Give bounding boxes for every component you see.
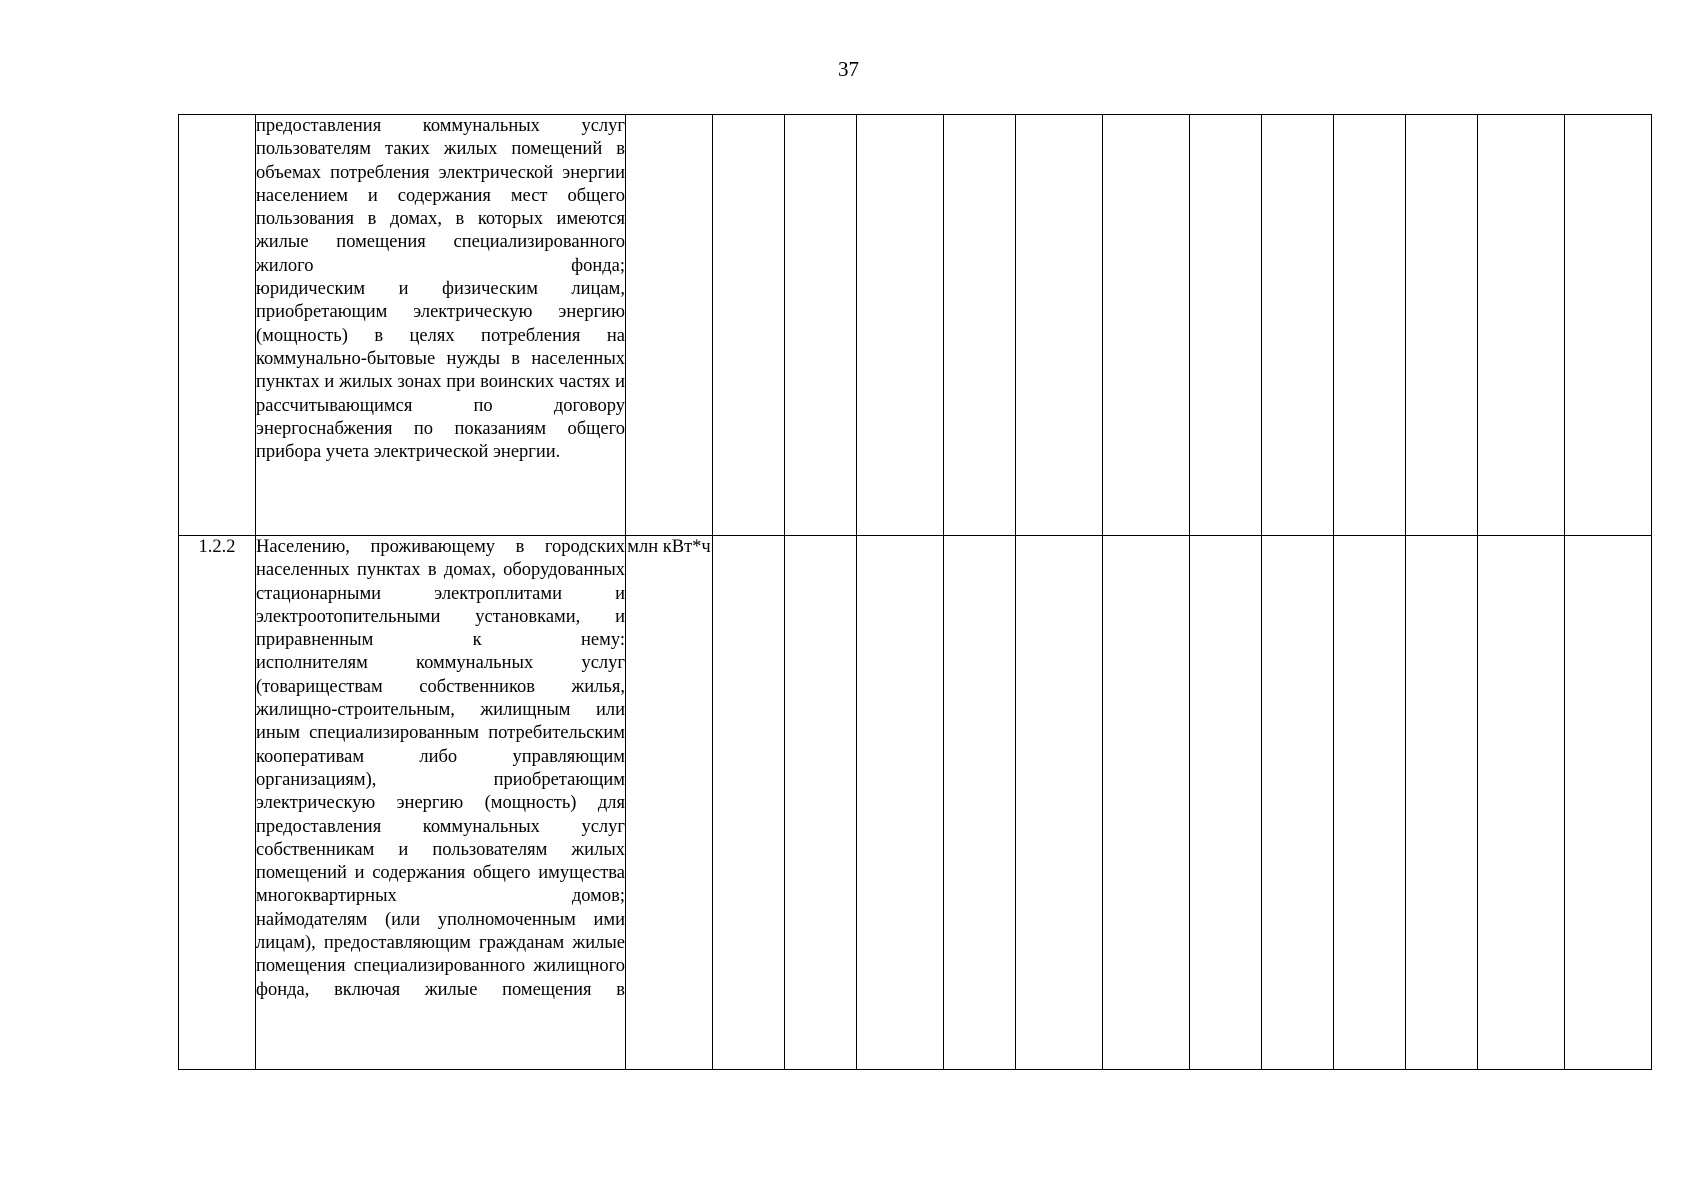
value-cell <box>1262 115 1334 536</box>
value-cell <box>857 115 944 536</box>
value-cell <box>1190 536 1262 1070</box>
value-cell <box>1103 115 1190 536</box>
value-cell <box>1478 536 1565 1070</box>
value-cell <box>1262 536 1334 1070</box>
tariff-table <box>178 114 1652 1070</box>
description-paragraph: юридическим и физическим лицам, приобретающим электрическую энергию (мощность) в целях потребления на коммунально-бытовые нужды в населенных пунктах и жилых зонах при воинских частях и рассчитывающимся по договору энергоснабжения по показаниям общего прибора учета электрической энергии. <box>256 279 625 463</box>
value-cell <box>1478 115 1565 536</box>
value-cell <box>1190 115 1262 536</box>
value-cell <box>944 536 1016 1070</box>
value-cell <box>944 115 1016 536</box>
description-paragraph: наймодателям (или уполномоченным ими лицам), предоставляющим гражданам жилые помещения специализированного жилищного фонда, включая жилые помещения в <box>256 909 625 1000</box>
value-cell <box>1565 115 1652 536</box>
value-cell <box>713 536 785 1070</box>
value-cell <box>1334 115 1406 536</box>
value-cell <box>785 536 857 1070</box>
row-number-cell: 1.2.2 <box>179 536 256 1070</box>
row-number-cell <box>179 115 256 536</box>
unit-cell: млн кВт*ч <box>626 536 713 1070</box>
page-number: 37 <box>838 57 859 81</box>
row-description-cell <box>256 536 626 1070</box>
value-cell <box>1406 115 1478 536</box>
value-cell <box>1016 536 1103 1070</box>
row-description-cell <box>256 115 626 536</box>
value-cell <box>1103 536 1190 1070</box>
description-paragraph: Населению, проживающему в городских населенных пунктах в домах, оборудованных стационарными электроплитами и электроотопительными установками, и приравненным к нему: <box>256 537 625 651</box>
value-cell <box>1406 536 1478 1070</box>
value-cell <box>857 536 944 1070</box>
unit-cell <box>626 115 713 536</box>
value-cell <box>1334 536 1406 1070</box>
value-cell <box>1016 115 1103 536</box>
value-cell <box>785 115 857 536</box>
table-row <box>179 536 1652 1070</box>
value-cell <box>1565 536 1652 1070</box>
table-row <box>179 115 1652 536</box>
value-cell <box>713 115 785 536</box>
description-paragraph: исполнителям коммунальных услуг (товариществам собственников жилья, жилищно-строительным, жилищным или иным специализированным потребительским кооперативам либо управляющим организациям), приобретающим электрическую энергию (мощность) для предоставления коммунальных услуг собственникам и пользователям жилых помещений и содержания общего имущества многоквартирных домов; <box>256 653 625 907</box>
description-paragraph: предоставления коммунальных услуг пользователям таких жилых помещений в объемах потребления электрической энергии населением и содержания мест общего пользования в домах, в которых имеются жилые помещения специализированного жилого фонда; <box>256 116 625 276</box>
